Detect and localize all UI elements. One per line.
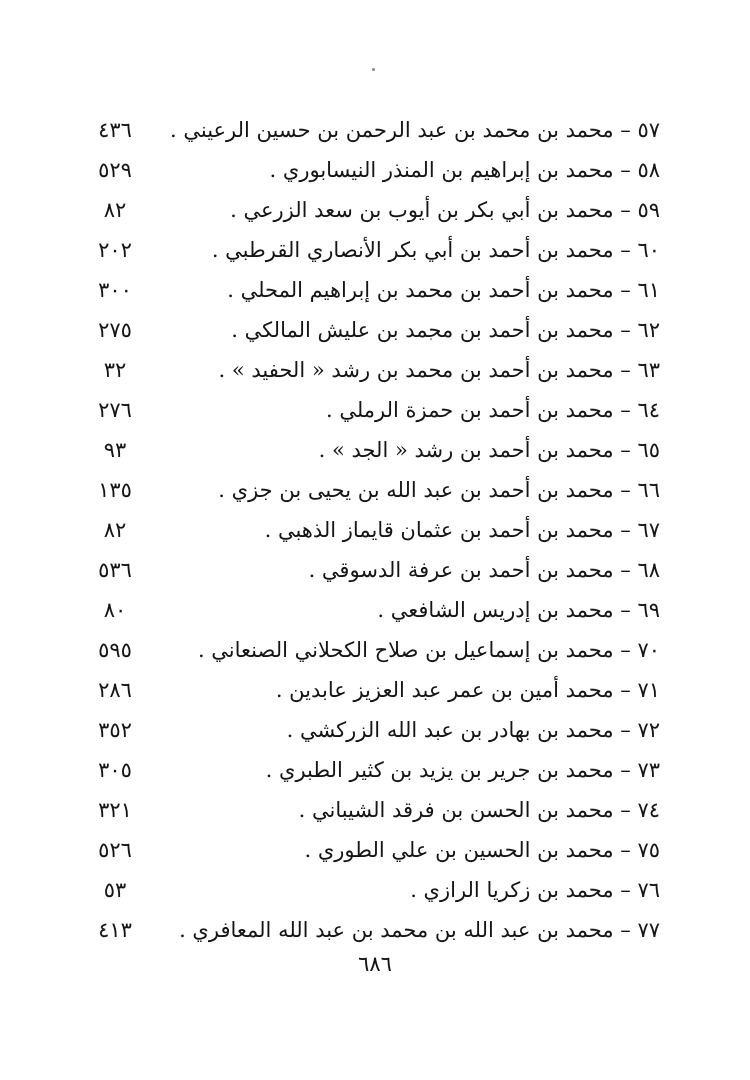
entry-number: ٥٧ (637, 118, 660, 142)
entry-page-ref: ٨٠ (103, 598, 127, 622)
entry-name: محمد بن الحسين بن علي الطوري . (304, 838, 614, 862)
entry-number: ٧١ (637, 678, 660, 702)
entry-page-ref: ٣٠٥ (98, 758, 132, 782)
entry-page-ref: ١٣٥ (98, 478, 132, 502)
entry-page-ref: ٢٠٢ (98, 238, 132, 262)
entry-text: ٧٤ – محمد بن الحسن بن فرقد الشيباني . (298, 798, 660, 822)
entry-name: محمد بن أحمد بن رشد « الجد » . (318, 438, 614, 462)
entry-number: ٦١ (637, 278, 660, 302)
entry-number: ٦٩ (637, 598, 660, 622)
entry-name: محمد بن بهادر بن عبد الله الزركشي . (286, 718, 614, 742)
entry-page-ref: ٢٨٦ (98, 678, 132, 702)
entry-name: محمد بن إسماعيل بن صلاح الكحلاني الصنعاني . (197, 638, 614, 662)
index-entry (80, 590, 660, 630)
entry-text: ٧٠ – محمد بن إسماعيل بن صلاح الكحلاني الصنعاني . (197, 638, 660, 662)
index-entry (80, 230, 660, 270)
entry-text: ٦٩ – محمد بن إدريس الشافعي . (377, 598, 660, 622)
index-list (80, 110, 660, 950)
index-entry (80, 550, 660, 590)
entry-number: ٧٠ (637, 638, 660, 662)
index-entry (80, 310, 660, 350)
entry-name: محمد بن إبراهيم بن المنذر النيسابوري . (269, 158, 614, 182)
entry-name: محمد بن أحمد بن محمد بن رشد « الحفيد » . (218, 358, 614, 382)
scan-speck (372, 68, 375, 71)
entry-name: محمد بن عبد الله بن محمد بن عبد الله المعافري . (179, 918, 614, 942)
index-entry (80, 710, 660, 750)
entry-text: ٦٥ – محمد بن أحمد بن رشد « الجد » . (318, 438, 660, 462)
entry-text: ٦٢ – محمد بن أحمد بن محمد بن عليش المالكي . (231, 318, 660, 342)
entry-name: محمد بن أحمد بن عرفة الدسوقي . (308, 558, 614, 582)
index-entry (80, 750, 660, 790)
entry-text: ٦٦ – محمد بن أحمد بن عبد الله بن يحيى بن جزي . (218, 478, 660, 502)
page-number: ٦٨٦ (358, 952, 392, 976)
index-entry (80, 190, 660, 230)
index-entry (80, 470, 660, 510)
entry-name: محمد بن الحسن بن فرقد الشيباني . (298, 798, 614, 822)
entry-text: ٧١ – محمد أمين بن عمر عبد العزيز عابدين . (275, 678, 660, 702)
index-entry (80, 150, 660, 190)
entry-name: محمد بن إدريس الشافعي . (377, 598, 614, 622)
entry-text: ٧٢ – محمد بن بهادر بن عبد الله الزركشي . (286, 718, 660, 742)
entry-name: محمد بن أحمد بن أبي بكر الأنصاري القرطبي . (211, 238, 614, 262)
entry-page-ref: ٢٧٦ (98, 398, 132, 422)
index-entry (80, 390, 660, 430)
entry-name: محمد بن أحمد بن حمزة الرملي . (326, 398, 614, 422)
entry-name: محمد بن أحمد بن محمد بن عليش المالكي . (231, 318, 614, 342)
index-entry (80, 790, 660, 830)
entry-number: ٦٣ (637, 358, 660, 382)
index-entry (80, 910, 660, 950)
entry-page-ref: ٣٥٢ (98, 718, 132, 742)
entry-text: ٧٧ – محمد بن عبد الله بن محمد بن عبد الله المعافري . (179, 918, 660, 942)
entry-text: ٧٥ – محمد بن الحسين بن علي الطوري . (304, 838, 660, 862)
entry-text: ٧٣ – محمد بن جرير بن يزيد بن كثير الطبري . (265, 758, 660, 782)
entry-number: ٧٤ (637, 798, 660, 822)
entry-number: ٧٦ (637, 878, 660, 902)
entry-name: محمد بن زكريا الرازي . (410, 878, 614, 902)
entry-text: ٥٧ – محمد بن محمد بن عبد الرحمن بن حسين الرعيني . (170, 118, 660, 142)
index-entry (80, 350, 660, 390)
entry-number: ٧٥ (637, 838, 660, 862)
entry-name: محمد بن أبي بكر بن أيوب بن سعد الزرعي . (230, 198, 614, 222)
entry-text: ٦٣ – محمد بن أحمد بن محمد بن رشد « الحفيد » . (218, 358, 660, 382)
entry-number: ٦٨ (637, 558, 660, 582)
entry-page-ref: ٨٢ (103, 518, 127, 542)
entry-page-ref: ٥٩٥ (98, 638, 132, 662)
entry-page-ref: ٣٠٠ (98, 278, 132, 302)
entry-name: محمد بن أحمد بن محمد بن إبراهيم المحلي . (227, 278, 614, 302)
entry-text: ٧٦ – محمد بن زكريا الرازي . (410, 878, 660, 902)
entry-number: ٥٨ (637, 158, 660, 182)
entry-name: محمد بن محمد بن عبد الرحمن بن حسين الرعيني . (170, 118, 614, 142)
index-entry (80, 870, 660, 910)
entry-page-ref: ٣٢١ (98, 798, 132, 822)
index-entry (80, 630, 660, 670)
index-entry (80, 270, 660, 310)
entry-page-ref: ٩٣ (103, 438, 127, 462)
entry-number: ٧٣ (637, 758, 660, 782)
entry-page-ref: ٨٢ (103, 198, 127, 222)
entry-page-ref: ٥٢٦ (98, 838, 132, 862)
entry-page-ref: ٣٢ (103, 358, 127, 382)
index-entry (80, 830, 660, 870)
entry-text: ٦٧ – محمد بن أحمد بن عثمان قايماز الذهبي . (264, 518, 660, 542)
entry-text: ٥٨ – محمد بن إبراهيم بن المنذر النيسابوري . (269, 158, 660, 182)
entry-name: محمد بن أحمد بن عثمان قايماز الذهبي . (264, 518, 614, 542)
entry-number: ٥٩ (637, 198, 660, 222)
index-entry (80, 430, 660, 470)
entry-page-ref: ٢٧٥ (98, 318, 132, 342)
entry-number: ٧٢ (637, 718, 660, 742)
entry-name: محمد بن جرير بن يزيد بن كثير الطبري . (265, 758, 614, 782)
entry-page-ref: ٥٣ (103, 878, 127, 902)
entry-number: ٦٧ (637, 518, 660, 542)
entry-number: ٦٤ (637, 398, 660, 422)
entry-page-ref: ٥٢٩ (98, 158, 132, 182)
entry-text: ٦١ – محمد بن أحمد بن محمد بن إبراهيم المحلي . (227, 278, 660, 302)
index-entry (80, 510, 660, 550)
entry-number: ٦٦ (637, 478, 660, 502)
entry-page-ref: ٤١٣ (98, 918, 132, 942)
entry-text: ٦٨ – محمد بن أحمد بن عرفة الدسوقي . (308, 558, 660, 582)
entry-text: ٦٤ – محمد بن أحمد بن حمزة الرملي . (326, 398, 660, 422)
index-entry (80, 110, 660, 150)
entry-name: محمد أمين بن عمر عبد العزيز عابدين . (275, 678, 614, 702)
entry-number: ٦٢ (637, 318, 660, 342)
entry-text: ٦٠ – محمد بن أحمد بن أبي بكر الأنصاري القرطبي . (211, 238, 660, 262)
entry-page-ref: ٤٣٦ (98, 118, 132, 142)
entry-number: ٧٧ (637, 918, 660, 942)
index-entry (80, 670, 660, 710)
entry-name: محمد بن أحمد بن عبد الله بن يحيى بن جزي . (218, 478, 614, 502)
entry-text: ٥٩ – محمد بن أبي بكر بن أيوب بن سعد الزرعي . (230, 198, 660, 222)
entry-number: ٦٠ (637, 238, 660, 262)
entry-number: ٦٥ (637, 438, 660, 462)
entry-page-ref: ٥٣٦ (98, 558, 132, 582)
